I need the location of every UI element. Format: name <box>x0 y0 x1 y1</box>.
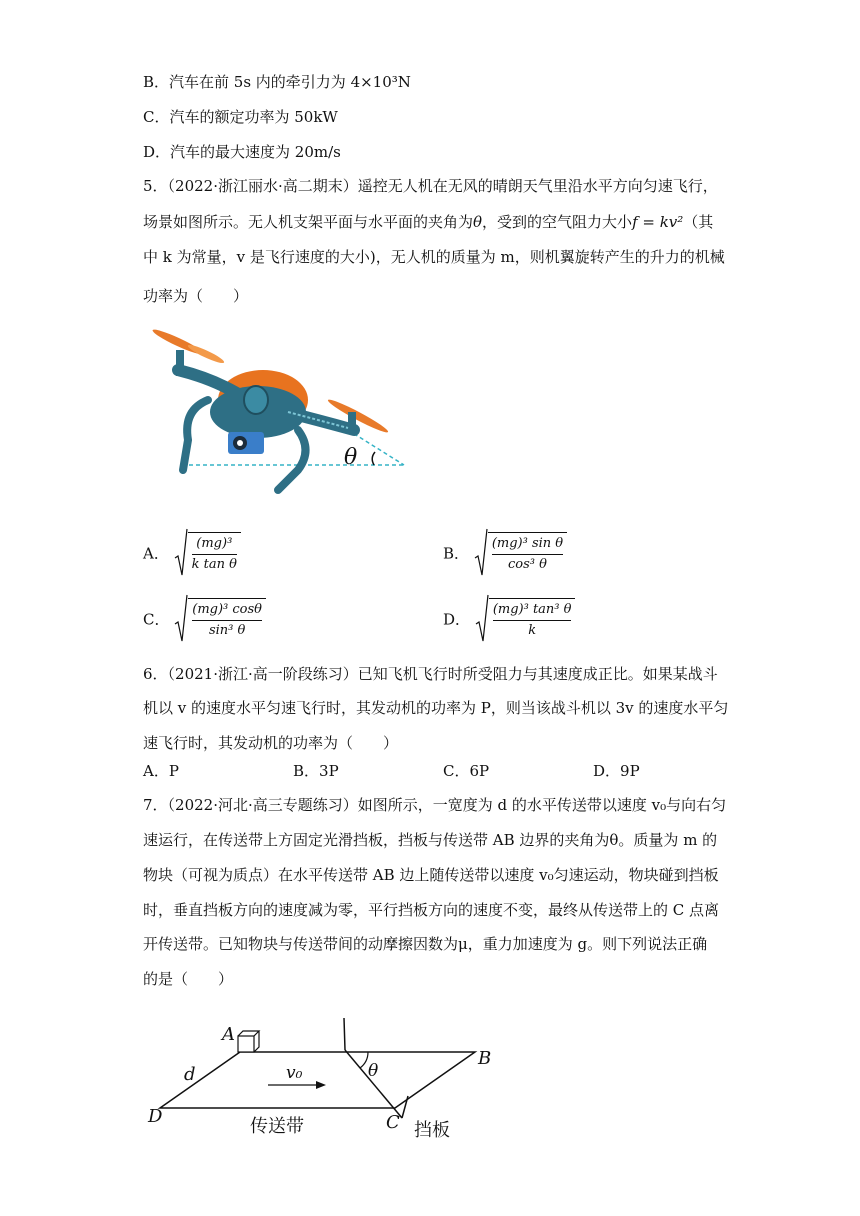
prev-option-b: B．汽车在前 5s 内的牵引力为 4×10³N <box>143 73 411 91</box>
q7-line2: 速运行，在传送带上方固定光滑挡板，挡板与传送带 AB 边界的夹角为θ。质量为 m 的 <box>143 831 718 849</box>
q7-line3: 物块（可视为质点）在水平传送带 AB 边上随传送带以速度 v₀匀速运动，物块碰到挡板 <box>143 866 719 884</box>
fig-label-width: d <box>184 1064 196 1085</box>
fig-label-a: A <box>222 1024 235 1045</box>
q5-theta: θ <box>473 213 483 231</box>
q5-opt-c-den: sin³ θ <box>208 623 246 638</box>
q5-option-b <box>443 528 567 578</box>
q5-line2c: （其 <box>683 213 714 231</box>
q7-line1: 7．（2022·河北·高三专题练习）如图所示，一宽度为 d 的水平传送带以速度 v₀与向右匀 <box>143 796 727 814</box>
fig-label-theta: θ <box>368 1061 379 1081</box>
fig-label-board: 挡板 <box>414 1120 450 1141</box>
q5-option-a <box>143 528 241 578</box>
fig-label-c: C <box>386 1112 400 1133</box>
fig-label-b: B <box>478 1048 492 1069</box>
q6-option-b: B．3P <box>293 762 339 780</box>
q6-line2: 机以 v 的速度水平匀速飞行时，其发动机的功率为 P，则当该战斗机以 3v 的速度水平匀 <box>143 699 729 717</box>
q7-line6: 的是（ ） <box>143 970 234 988</box>
q5-line2b: ，受到的空气阻力大小 <box>482 213 633 231</box>
prev-option-c: C．汽车的额定功率为 50kW <box>143 108 338 126</box>
q5-opt-d-num: (mg)³ tan³ θ <box>492 602 572 617</box>
q5-opt-c-label: C． <box>143 610 170 629</box>
q5-line2a: 场景如图所示。无人机支架平面与水平面的夹角为 <box>143 213 474 231</box>
q5-line3: 中 k 为常量，v 是飞行速度的大小)，无人机的质量为 m，则机翼旋转产生的升力的机械 <box>143 248 725 266</box>
q7-line5: 开传送带。已知物块与传送带间的动摩擦因数为μ，重力加速度为 g。则下列说法正确 <box>143 935 708 953</box>
q5-opt-c-formula <box>174 594 266 644</box>
q5-opt-a-label: A． <box>143 544 169 563</box>
q5-opt-d-den: k <box>528 623 537 638</box>
q6-line1: 6．（2021·浙江·高一阶段练习）已知飞机飞行时所受阻力与其速度成正比。如果某战斗 <box>143 665 718 683</box>
drone-figure <box>148 320 410 500</box>
q5-opt-a-den: k tan θ <box>191 557 237 572</box>
prev-option-d: D．汽车的最大速度为 20m/s <box>143 143 341 161</box>
sqrt-icon <box>475 594 489 644</box>
fig-label-belt: 传送带 <box>250 1116 304 1137</box>
q5-opt-c-num: (mg)³ cosθ <box>192 602 263 617</box>
q7-line4: 时，垂直挡板方向的速度减为零，平行挡板方向的速度不变，最终从传送带上的 C 点离 <box>143 901 720 919</box>
conveyor-figure <box>140 1010 510 1150</box>
q5-line2 <box>143 212 713 232</box>
sqrt-icon <box>174 594 188 644</box>
q5-line4: 功率为（ ） <box>143 287 249 305</box>
q5-opt-b-formula <box>474 528 567 578</box>
q6-option-d: D．9P <box>593 762 640 780</box>
sqrt-icon <box>474 528 488 578</box>
q5-option-c <box>143 594 266 644</box>
q5-line1: 5．（2022·浙江丽水·高二期末）遥控无人机在无风的晴朗天气里沿水平方向匀速飞行， <box>143 177 718 195</box>
fig-label-v0: v₀ <box>286 1063 303 1083</box>
q5-opt-a-formula <box>174 528 241 578</box>
q6-line3: 速飞行时，其发动机的功率为（ ） <box>143 734 399 752</box>
q5-opt-b-num: (mg)³ sin θ <box>491 536 564 551</box>
sqrt-icon <box>174 528 188 578</box>
q5-opt-a-num: (mg)³ <box>196 536 233 551</box>
q5-option-d <box>443 594 575 644</box>
fig-label-d: D <box>148 1106 163 1127</box>
q6-option-a: A．P <box>143 762 179 780</box>
q6-option-c: C．6P <box>443 762 490 780</box>
q5-opt-b-label: B． <box>443 544 470 563</box>
q5-opt-d-formula <box>475 594 576 644</box>
q5-opt-d-label: D． <box>443 610 471 629</box>
q5-opt-b-den: cos³ θ <box>507 557 547 572</box>
drone-theta-label: θ <box>344 445 358 470</box>
q5-formula-f: f = kv² <box>632 213 684 231</box>
